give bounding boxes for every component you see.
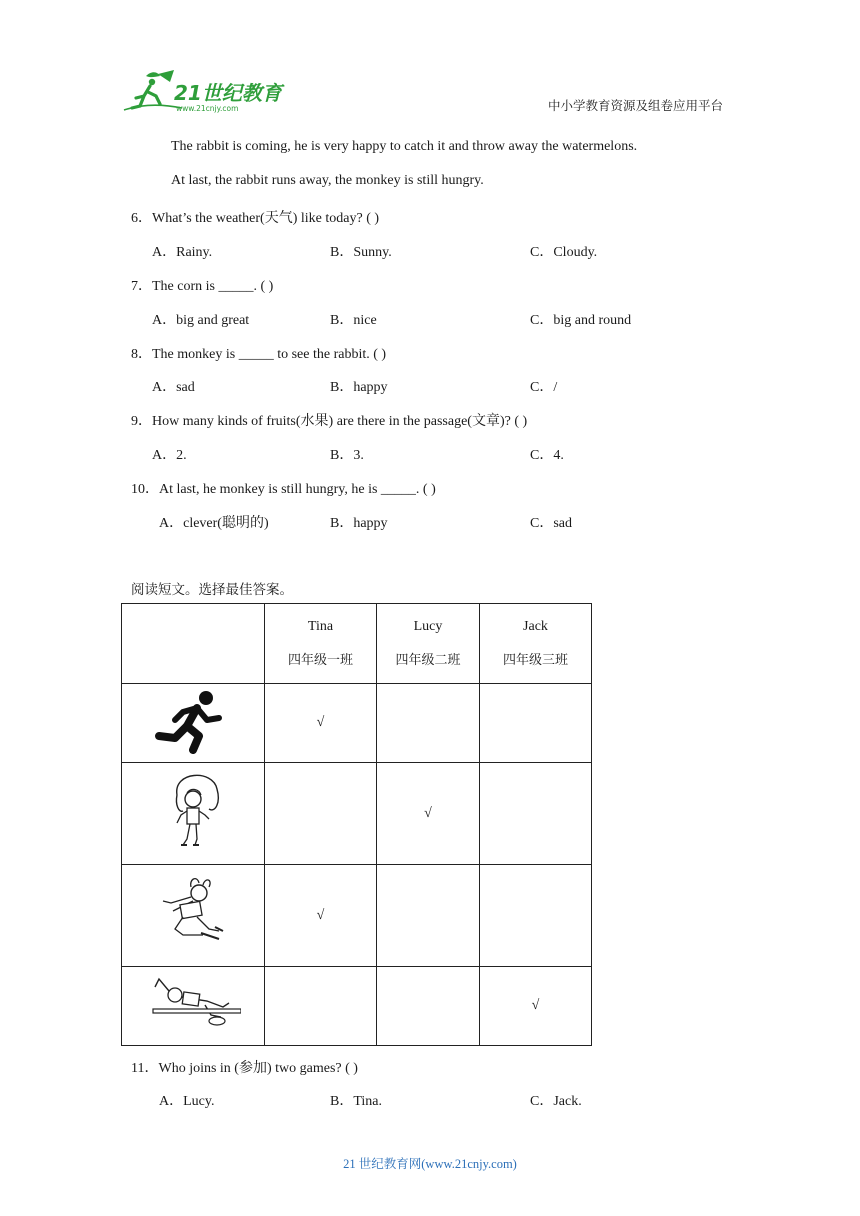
question-11: 11．Who joins in (参加) two games? ( ) [131, 1061, 358, 1076]
runner-logo-icon [122, 68, 292, 114]
option-b: B．nice [330, 313, 377, 328]
option-a: A．2. [152, 448, 187, 463]
option-a: A．Rainy. [152, 245, 213, 260]
svg-text:21世纪教育: 21世纪教育 [174, 81, 282, 105]
class-name: 四年级二班 [395, 653, 461, 668]
running-icon [153, 688, 233, 754]
table-row [122, 763, 592, 865]
svg-text:www.21cnjy.com: www.21cnjy.com [176, 104, 239, 113]
class-name: 四年级一班 [287, 653, 353, 668]
mark-cell: √ [377, 763, 480, 865]
mark-cell [480, 684, 592, 763]
option-b: B．Sunny. [330, 245, 392, 260]
mark-cell: √ [480, 967, 592, 1046]
section-title: 阅读短文。选择最佳答案。 [131, 582, 293, 598]
table-row [122, 684, 592, 763]
mark-cell [377, 684, 480, 763]
story-line: At last, the rabbit runs away, the monkey is still hungry. [171, 173, 484, 188]
student-name: Jack [523, 619, 548, 634]
brand-logo [122, 68, 292, 114]
sports-table [121, 603, 592, 1046]
activity-cell [122, 967, 265, 1046]
activity-cell [122, 763, 265, 865]
table-header-row [122, 604, 592, 684]
header-tagline: 中小学教育资源及组卷应用平台 [548, 98, 724, 113]
option-a: A．Lucy. [159, 1094, 215, 1109]
story-line: The rabbit is coming, he is very happy to catch it and throw away the watermelons. [171, 139, 638, 154]
table-row [122, 967, 592, 1046]
option-c: C．Jack. [530, 1094, 582, 1109]
empty-header-cell [122, 604, 265, 684]
option-a: A．clever(聪明的) [159, 516, 269, 531]
question-9: 9．How many kinds of fruits(水果) are there in the passage(文章)? ( ) [131, 414, 528, 429]
column-header [265, 604, 377, 684]
option-c: C．big and round [530, 313, 632, 328]
question-6: 6．What’s the weather(天气) like today? ( ) [131, 211, 380, 226]
question-7: 7．The corn is _____. ( ) [131, 279, 274, 294]
activity-cell [122, 684, 265, 763]
mark-cell: √ [265, 865, 377, 967]
mark-cell [265, 763, 377, 865]
mark-cell [377, 865, 480, 967]
option-b: B．happy [330, 516, 388, 531]
column-header [377, 604, 480, 684]
option-b: B．happy [330, 380, 388, 395]
mark-cell [480, 865, 592, 967]
option-a: A．big and great [152, 313, 250, 328]
question-10: 10．At last, he monkey is still hungry, he is _____. ( ) [131, 482, 436, 497]
table-row [122, 865, 592, 967]
option-c: C．sad [530, 516, 572, 531]
option-b: B．Tina. [330, 1094, 383, 1109]
mark-cell [377, 967, 480, 1046]
option-b: B．3. [330, 448, 364, 463]
student-name: Lucy [413, 619, 443, 634]
page-footer: 21 世纪教育网(www.21cnjy.com) [343, 1157, 517, 1171]
class-name: 四年级三班 [502, 653, 568, 668]
mark-cell [265, 967, 377, 1046]
activity-cell [122, 865, 265, 967]
question-8: 8．The monkey is _____ to see the rabbit. ( ) [131, 347, 387, 362]
option-c: C．/ [530, 380, 558, 395]
high-jump-icon [145, 971, 241, 1037]
option-c: C．Cloudy. [530, 245, 598, 260]
mark-cell [480, 763, 592, 865]
column-header [480, 604, 592, 684]
long-jump-icon [153, 873, 233, 953]
student-name: Tina [307, 619, 334, 634]
option-a: A．sad [152, 380, 195, 395]
jump-rope-icon [153, 769, 233, 853]
option-c: C．4. [530, 448, 564, 463]
mark-cell: √ [265, 684, 377, 763]
